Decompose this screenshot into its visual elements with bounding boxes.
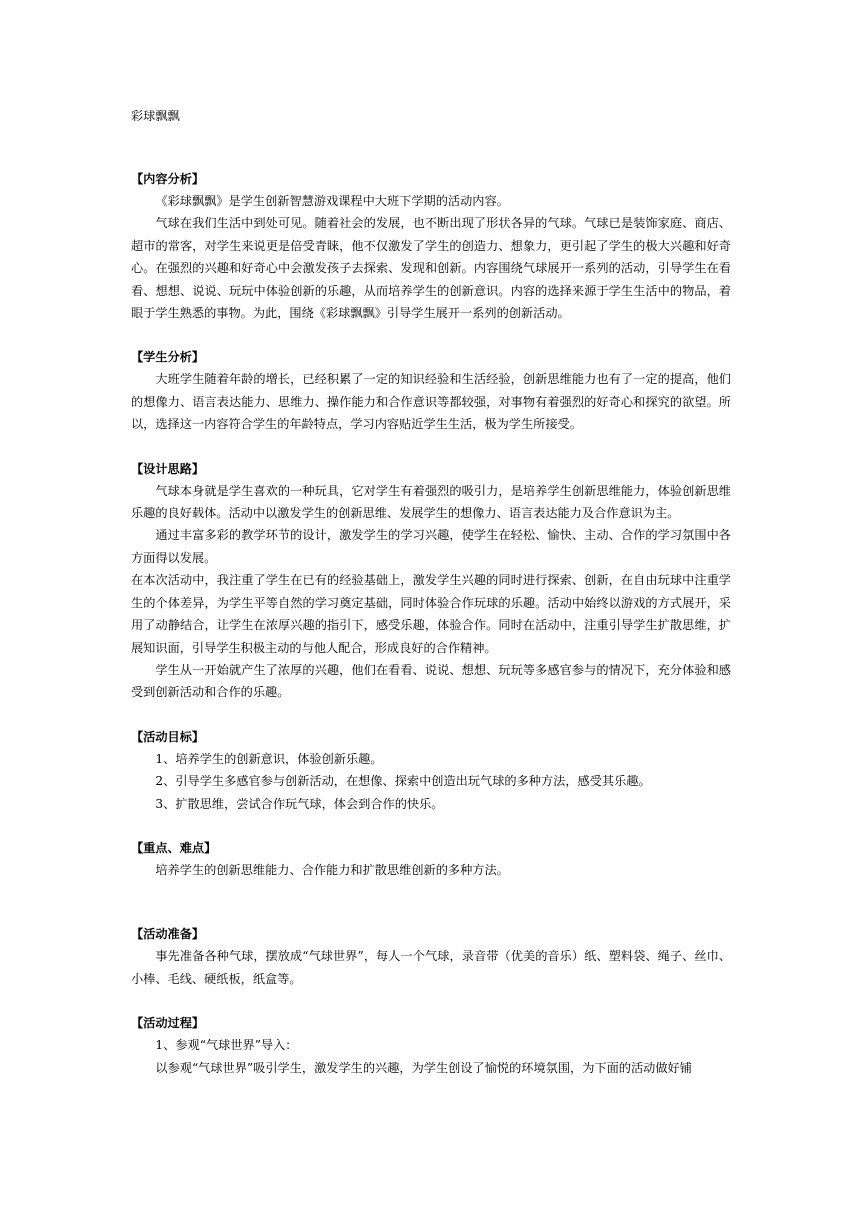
paragraph: 在本次活动中，我注重了学生在已有的经验基础上，激发学生兴趣的同时进行探索、创新，在自由玩球中注重学生的个体差异，为学生平等自然的学习奠定基础，同时体验合作玩球的乐趣。活动中始终以游戏的方式展开，采用了动静结合，让学生在浓厚兴趣的指引下，感受乐趣，体验合作。同时在活动中，注重引导学生扩散思维，扩展知识面，引导学生积极主动的与他人配合，形成良好的合作精神。 [131, 573, 731, 655]
section-heading: 【学生分析】 [131, 350, 205, 365]
section-activity-prep [131, 923, 731, 990]
paragraph: 气球本身就是学生喜欢的一种玩具，它对学生有着强烈的吸引力，是培养学生创新思维能力，体验创新思维乐趣的良好载体。活动中以激发学生的创新思维、发展学生的想像力、语言表达能力及合作意识为主。 [131, 483, 731, 521]
section-heading: 【活动目标】 [131, 729, 205, 744]
section-content-analysis [131, 168, 731, 324]
paragraph: 以参观“气球世界”吸引学生，激发学生的兴趣，为学生创设了愉悦的环境氛围，为下面的活动做好铺 [155, 1060, 692, 1075]
paragraph: 事先准备各种气球，摆放成“气球世界”，每人一个气球，录音带（优美的音乐）纸、塑料袋、绳子、丝巾、小棒、毛线、硬纸板，纸盒等。 [131, 949, 731, 986]
section-student-analysis [131, 346, 731, 435]
section-heading: 【活动准备】 [131, 927, 205, 942]
section-activity-goals [131, 726, 731, 815]
section-key-points [131, 837, 731, 881]
paragraph: 大班学生随着年龄的增长，已经积累了一定的知识经验和生活经验，创新思维能力也有了一定的提高，他们的想像力、语言表达能力、思维力、操作能力和合作意识等都较强，对事物有着强烈的好奇心和探究的欲望。所以，选择这一内容符合学生的年龄特点，学习内容贴近学生生活，极为学生所接受。 [131, 372, 731, 432]
paragraph: 《彩球飘飘》是学生创新智慧游戏课程中大班下学期的活动内容。 [155, 194, 509, 208]
paragraph: 学生从一开始就产生了浓厚的兴趣，他们在看看、说说、想想、玩玩等多感官参与的情况下，充分体验和感受到创新活动和合作的乐趣。 [131, 662, 731, 700]
section-heading: 【活动过程】 [131, 1016, 205, 1031]
list-item: 1、参观“气球世界”导入： [155, 1038, 298, 1053]
document-page [131, 106, 731, 1079]
list-item: 1、培养学生的创新意识，体验创新乐趣。 [155, 751, 383, 766]
section-heading: 【内容分析】 [131, 172, 205, 186]
document-title: 彩球飘飘 [131, 109, 180, 123]
list-item: 2、引导学生多感官参与创新活动，在想像、探索中创造出玩气球的多种方法，感受其乐趣。 [155, 774, 651, 789]
paragraph: 气球在我们生活中到处可见。随着社会的发展，也不断出现了形状各异的气球。气球已是装饰家庭、商店、超市的常客，对学生来说更是倍受青睐，他不仅激发了学生的创造力、想象力，更引起了学生的极大兴趣和好奇心。在强烈的兴趣和好奇心中会激发孩子去探索、发现和创新。内容围绕气球展开一系列的活动，引导学生在看看、想想、说说、玩玩中体验创新的乐趣，从而培养学生的创新意识。内容的选择来源于学生生活中的物品，着眼于学生熟悉的事物。为此，围绕《彩球飘飘》引导学生展开一系列的创新活动。 [131, 216, 731, 321]
section-heading: 【设计思路】 [131, 461, 205, 476]
list-item: 3、扩散思维，尝试合作玩气球，体会到合作的快乐。 [155, 796, 444, 811]
section-heading: 【重点、难点】 [131, 840, 217, 855]
paragraph: 培养学生的创新思维能力、合作能力和扩散思维创新的多种方法。 [155, 862, 509, 877]
section-activity-process [131, 1012, 731, 1079]
paragraph: 通过丰富多彩的教学环节的设计，激发学生的学习兴趣，使学生在轻松、愉快、主动、合作的学习氛围中各方面得以发展。 [131, 528, 731, 565]
section-design-ideas [131, 458, 731, 704]
